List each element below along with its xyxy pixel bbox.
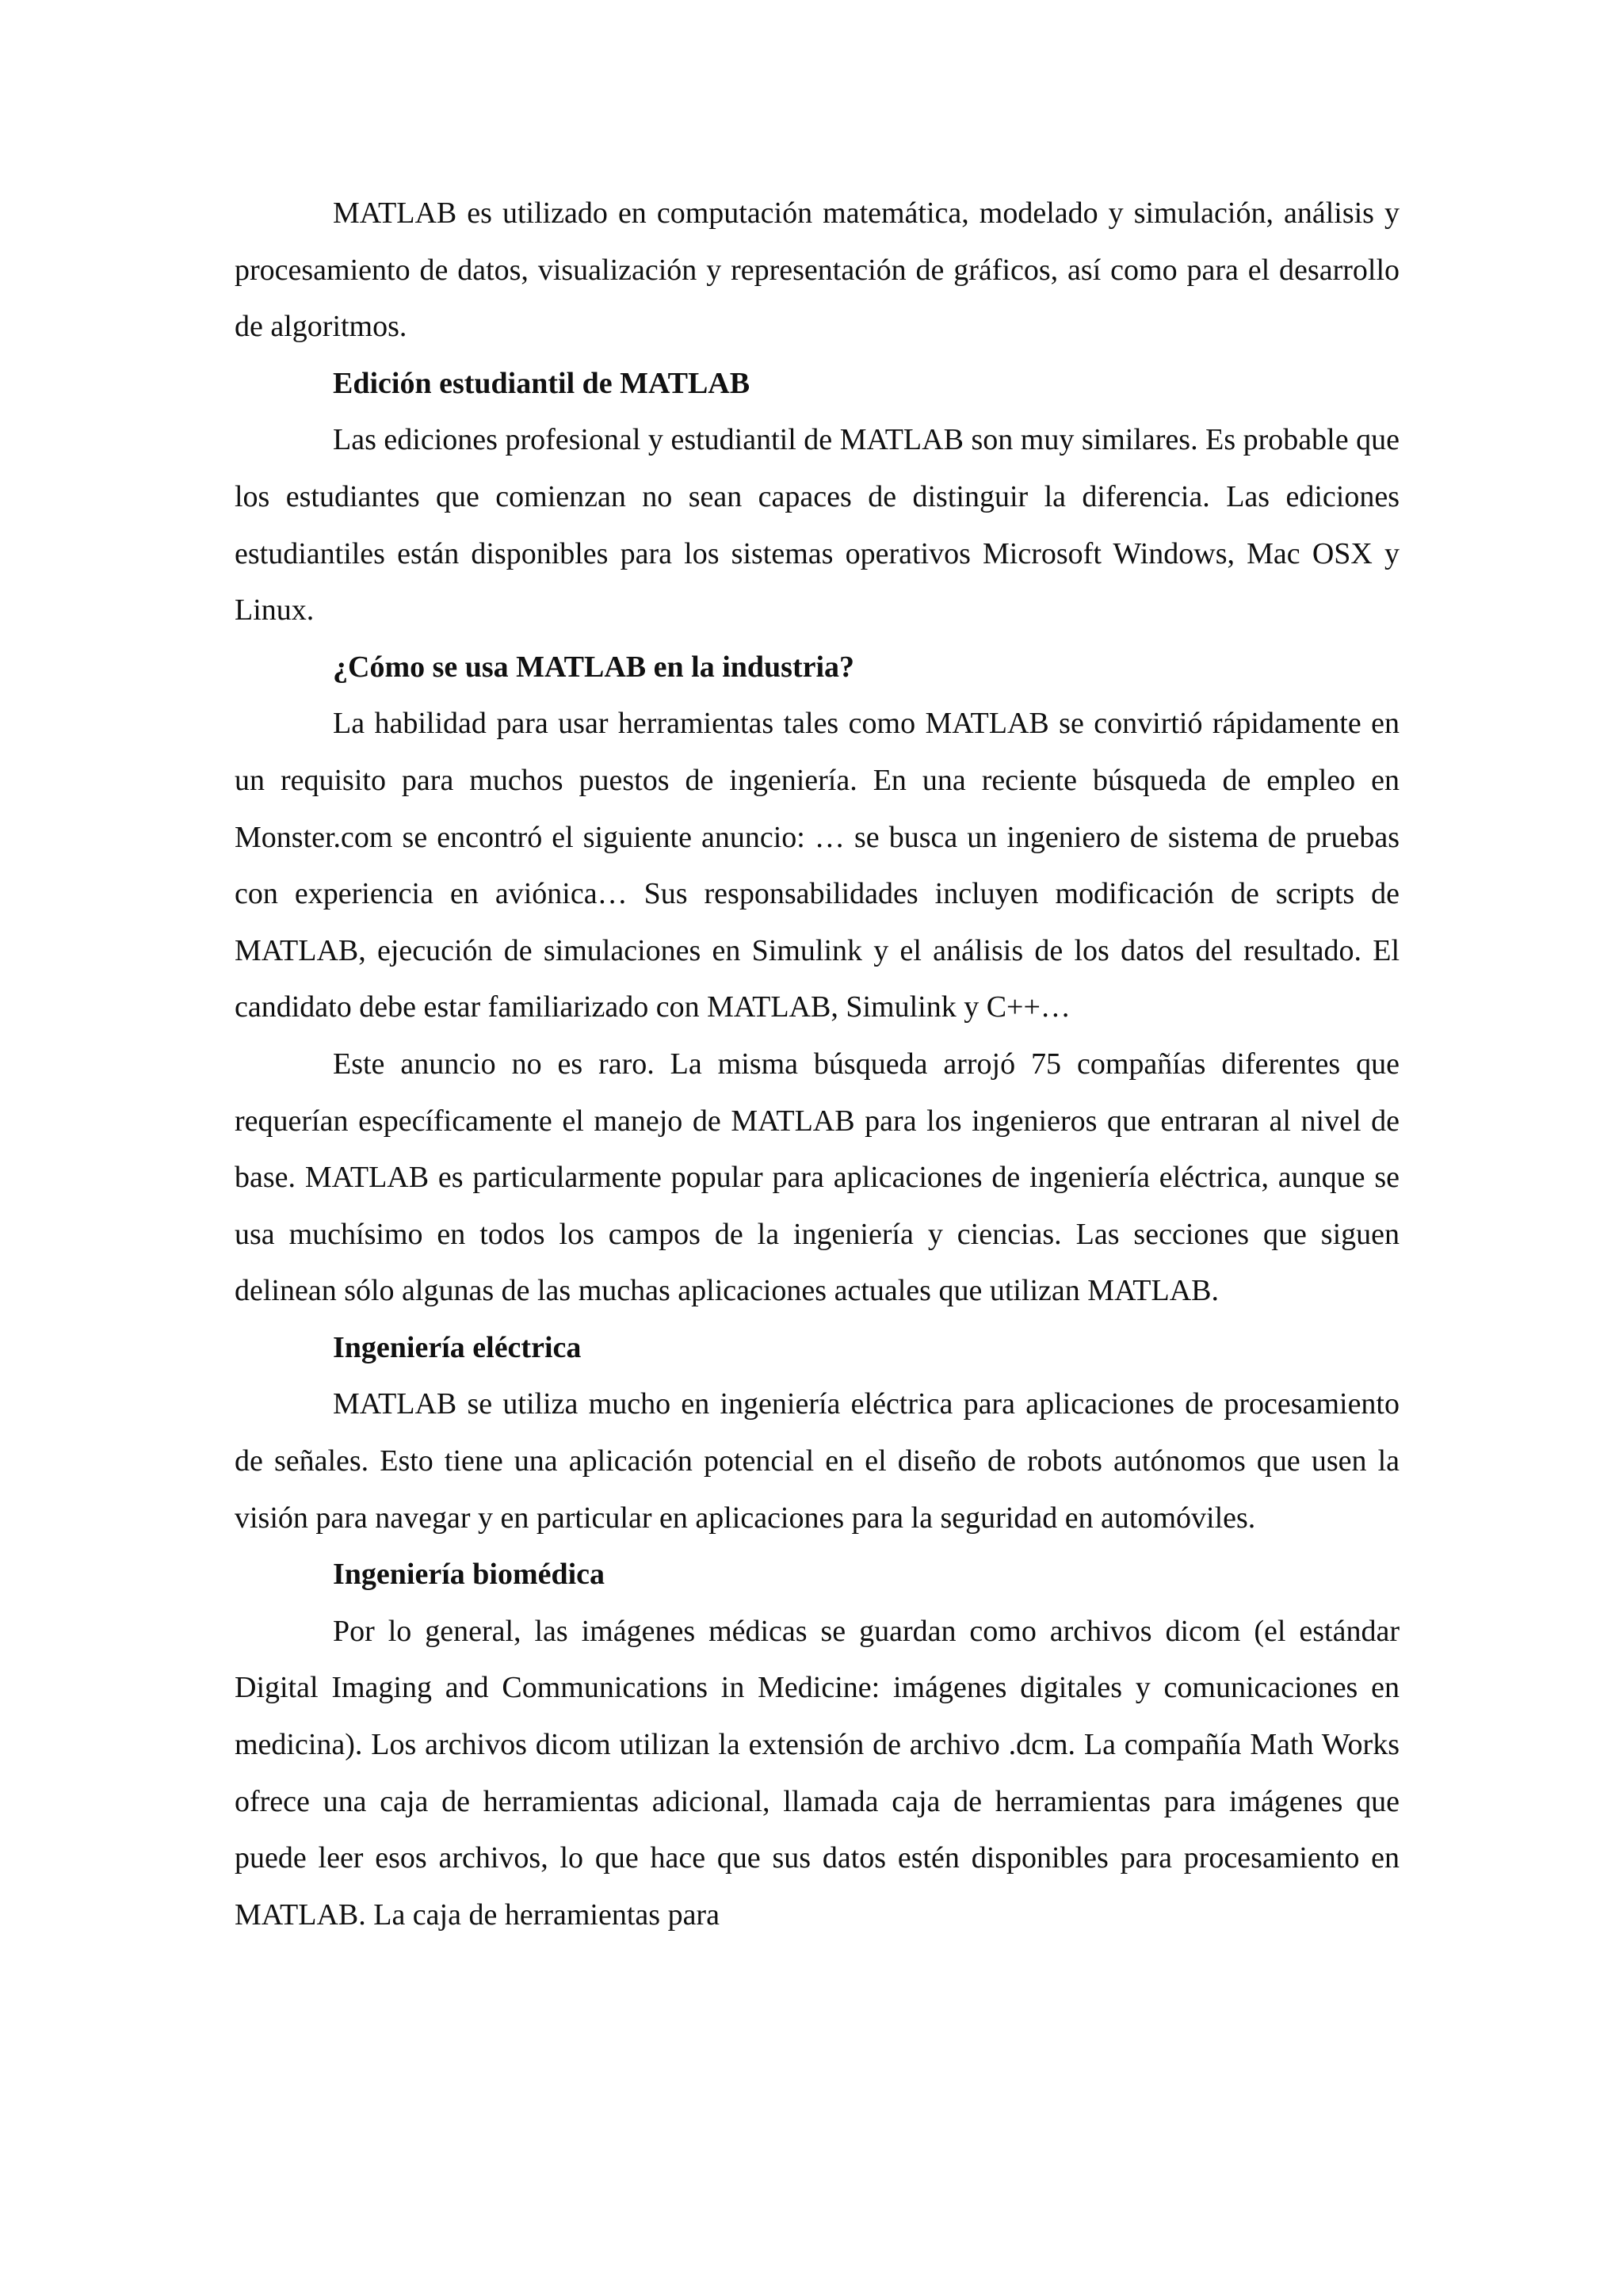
section-heading-biomedical: Ingeniería biomédica xyxy=(333,1558,605,1592)
document-page xyxy=(235,185,1400,1943)
section-heading-industry: ¿Cómo se usa MATLAB en la industria? xyxy=(333,650,855,684)
body-paragraph-intro: MATLAB es utilizado en computación matemática, modelado y simulación, análisis y procesamiento de datos, visualización y representación de gráficos, así como para el desarrollo de algoritmos. xyxy=(235,196,1400,344)
body-paragraph-industry-ad: La habilidad para usar herramientas tales como MATLAB se convirtió rápidamente en un requisito para muchos puestos de ingeniería. En una reciente búsqueda de empleo en Monster.com se encontró el siguiente anuncio: … se busca un ingeniero de sistema de pruebas con experiencia en aviónica… Sus responsabilidades incluyen modificación de scripts de MATLAB, ejecución de simulaciones en Simulink y el análisis de los datos del resultado. El candidato debe estar familiarizado con MATLAB, Simulink y C++… xyxy=(235,707,1400,1024)
body-paragraph-electrical: MATLAB se utiliza mucho en ingeniería eléctrica para aplicaciones de procesamiento de señales. Esto tiene una aplicación potencial en el diseño de robots autónomos que usen la visión para navegar y en particular en aplicaciones para la seguridad en automóviles. xyxy=(235,1387,1400,1535)
section-heading-electrical: Ingeniería eléctrica xyxy=(333,1330,582,1364)
body-paragraph-biomedical: Por lo general, las imágenes médicas se guardan como archivos dicom (el estándar Digital Imaging and Communications in Medicine: imágenes digitales y comunicaciones en medicina). Los archivos dicom utilizan la extensión de archivo .dcm. La compañía Math Works ofrece una caja de herramientas adicional, llamada caja de herramientas para imágenes que puede leer esos archivos, lo que hace que sus datos estén disponibles para procesamiento en MATLAB. La caja de herramientas para xyxy=(235,1614,1400,1932)
body-paragraph-industry-popularity: Este anuncio no es raro. La misma búsqueda arrojó 75 compañías diferentes que requerían específicamente el manejo de MATLAB para los ingenieros que entraran al nivel de base. MATLAB es particularmente popular para aplicaciones de ingeniería eléctrica, aunque se usa muchísimo en todos los campos de la ingeniería y ciencias. Las secciones que siguen delinean sólo algunas de las muchas aplicaciones actuales que utilizan MATLAB. xyxy=(235,1047,1400,1308)
body-paragraph-student-edition: Las ediciones profesional y estudiantil de MATLAB son muy similares. Es probable que los estudiantes que comienzan no sean capaces de distinguir la diferencia. Las ediciones estudiantiles están disponibles para los sistemas operativos Microsoft Windows, Mac OSX y Linux. xyxy=(235,423,1400,627)
section-heading-student-edition: Edición estudiantil de MATLAB xyxy=(333,366,750,400)
